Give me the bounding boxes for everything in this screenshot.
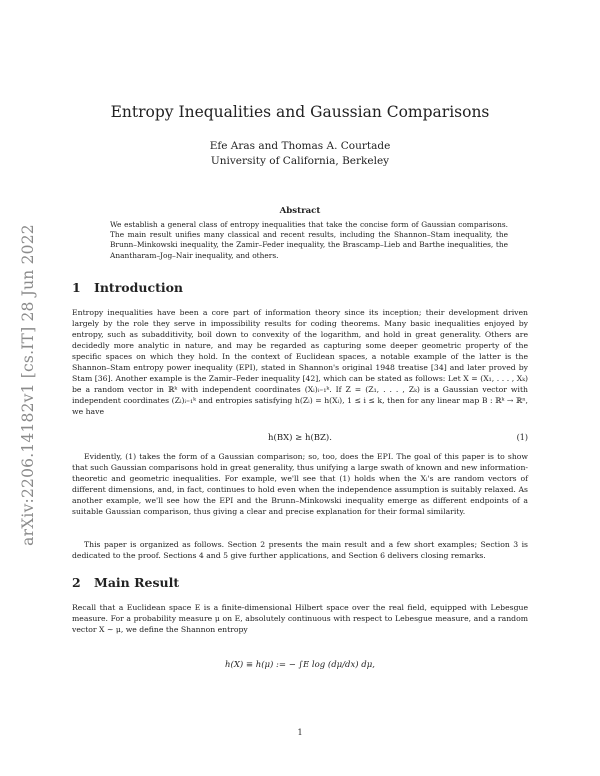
paper-title: Entropy Inequalities and Gaussian Comparisons bbox=[110, 103, 490, 121]
arxiv-identifier bbox=[8, 205, 48, 565]
page-number: 1 bbox=[297, 728, 303, 737]
equation-1-label: (1) bbox=[516, 433, 528, 442]
section-1-paragraph-2: Evidently, (1) takes the form of a Gaussian comparison; so, too, does the EPI. The goal of this paper is to show that such Gaussian comparisons hold in great generality, thus unifying a large swath of known and new information-theoretic and geometric inequalities. For example, we'll see that (1) holds when the Xᵢ's are random vectors of different dimensions, and, in fact, continues to hold even when the independence assumption is suitably relaxed. As another example, we'll see how the EPI and the Brunn–Minkowski inequality emerge as different endpoints of a suitable Gaussian comparison, thus giving a clear and precise explanation for their formal similarity. bbox=[72, 452, 528, 516]
equation-1-body: h(BX) ≥ h(BZ). bbox=[268, 433, 332, 443]
section-2-number: 2 bbox=[72, 575, 81, 590]
section-2-heading bbox=[72, 575, 179, 590]
entropy-definition-equation: h(X) ≡ h(μ) := − ∫E log (dμ/dx) dμ, bbox=[225, 660, 375, 670]
authors: Efe Aras and Thomas A. Courtade bbox=[209, 140, 391, 152]
abstract-text: We establish a general class of entropy inequalities that take the concise form of Gaussian comparisons. The main result unifies many classical and recent results, including the Shannon–Stam inequality, the Brunn–Minkowski inequality, the Zamir–Feder inequality, the Brascamp–Lieb and Barthe inequalities, the Anantharam–Jog–Nair inequality, and others. bbox=[110, 220, 508, 260]
section-2-paragraph-1: Recall that a Euclidean space E is a finite-dimensional Hilbert space over the real field, equipped with Lebesgue measure. For a probability measure μ on E, absolutely continuous with respect to Lebesgue measure, and a random vector X ∼ μ, we define the Shannon entropy bbox=[72, 603, 528, 634]
equation-1 bbox=[72, 433, 528, 443]
affiliation: University of California, Berkeley bbox=[210, 155, 390, 167]
section-1-paragraph-3: This paper is organized as follows. Section 2 presents the main result and a few short examples; Section 3 is dedicated to the proof. Sections 4 and 5 give further applications, and Section 6 delivers closing remarks. bbox=[72, 540, 528, 560]
section-1-number: 1 bbox=[72, 280, 81, 295]
section-1-heading bbox=[72, 280, 183, 295]
section-2-title: Main Result bbox=[94, 575, 180, 590]
section-1-title: Introduction bbox=[94, 280, 184, 295]
arxiv-identifier-text: arXiv:2206.14182v1 [cs.IT] 28 Jun 2022 bbox=[19, 224, 37, 546]
section-1-paragraph-1: Entropy inequalities have been a core part of information theory since its inception; their development driven largely by the role they serve in impossibility results for coding theorems. Many basic inequalities enjoyed by entropy, such as subadditivity, boil down to convexity of the logarithm, and hold in great generality. Others are decidedly more analytic in nature, and may be regarded as capturing some deeper geometric property of the specific spaces on which they hold. In the context of Euclidean spaces, a notable example of the latter is the Shannon–Stam entropy power inequality (EPI), stated in Shannon's original 1948 treatise [34] and later proved by Stam [36]. Another example is the Zamir–Feder inequality [42], which can be stated as follows: Let X = (X₁, . . . , Xₖ) be a random vector in ℝᵏ with independent coordinates (Xᵢ)ᵢ₌₁ᵏ. If Z = (Z₁, . . . , Zₖ) is a Gaussian vector with independent coordinates (Zᵢ)ᵢ₌₁ᵏ and entropies satisfying h(Zᵢ) = h(Xᵢ), 1 ≤ i ≤ k, then for any linear map B : ℝᵏ → ℝⁿ, we have bbox=[72, 308, 528, 416]
abstract-heading: Abstract bbox=[279, 206, 321, 216]
author-block bbox=[0, 139, 600, 169]
